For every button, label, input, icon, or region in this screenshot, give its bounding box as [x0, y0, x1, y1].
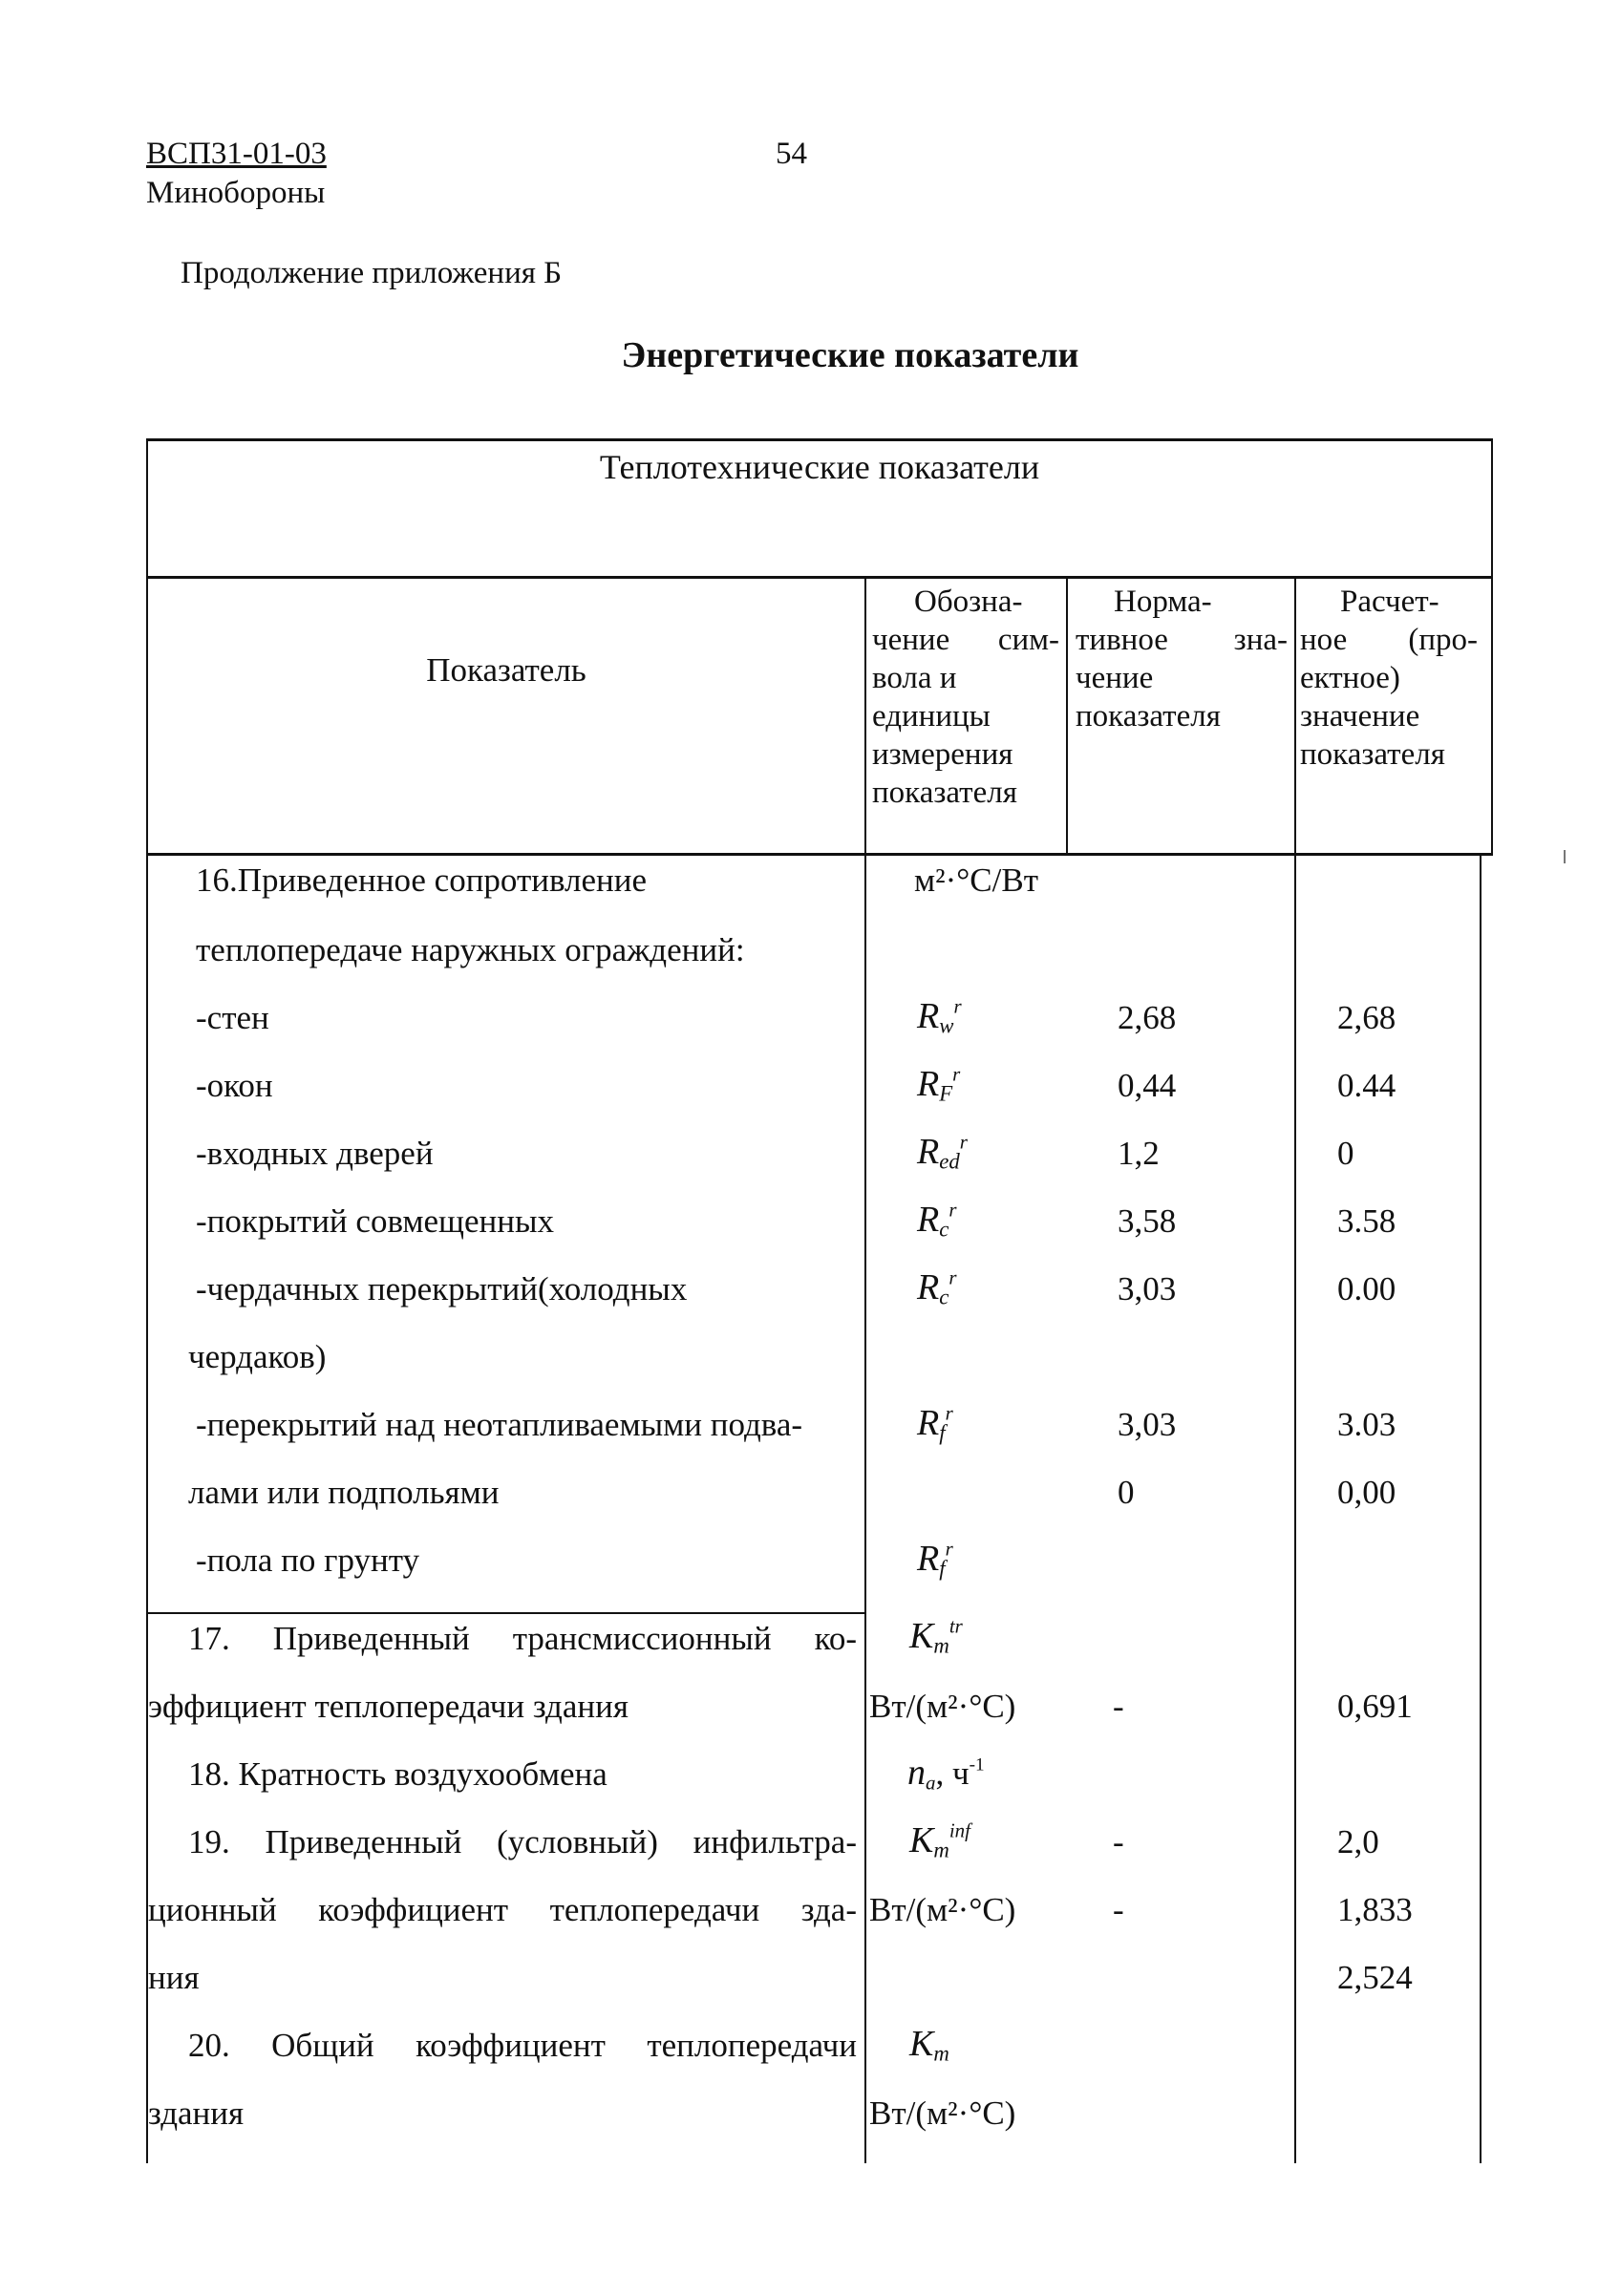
symbol-label: $R_f^r$ — [917, 1537, 953, 1581]
symbol-label: $K_m$ — [909, 2024, 949, 2066]
symbol-label: $R_f^r$ — [917, 1401, 953, 1445]
normative-value: - — [1113, 1688, 1124, 1725]
symbol-label: $R_c^r$ — [917, 1265, 957, 1309]
calculated-value: 0 — [1337, 1135, 1354, 1172]
unit-label: Вт/(м²·°С) — [869, 1891, 1016, 1928]
column-header-indicator: Показатель — [426, 651, 586, 689]
symbol-label: $K_m^{tr}$ — [909, 1614, 963, 1658]
indicator-text: -перекрытий над неотапливаемыми подва- — [196, 1406, 803, 1443]
indicator-text: 16.Приведенное сопротивление — [196, 861, 648, 899]
column-divider-1 — [864, 576, 866, 2163]
indicator-text: лами или подпольями — [188, 1474, 500, 1511]
calculated-value: 0,00 — [1337, 1474, 1396, 1511]
section-divider — [146, 576, 1493, 579]
calculated-value: 0.44 — [1337, 1067, 1396, 1104]
indicator-text: -пола по грунту — [196, 1541, 420, 1579]
symbol-header-line: измерения — [872, 737, 1013, 772]
column-header-normative — [1076, 583, 1288, 735]
normative-value: 1,2 — [1118, 1135, 1160, 1172]
table-right-border — [1491, 438, 1493, 855]
symbol-label: $K_m^{inf}$ — [909, 1818, 970, 1862]
indicator-text: -окон — [196, 1067, 273, 1104]
symbol-label: $n_a$, $ч^{-1}$ — [907, 1753, 985, 1795]
document-organization: Минобороны — [146, 176, 326, 210]
table-top-border — [146, 438, 1493, 441]
page-number: 54 — [776, 137, 807, 171]
table-section-title: Теплотехнические показатели — [599, 448, 1040, 486]
normative-value: - — [1113, 1891, 1124, 1928]
normative-value: 0,44 — [1118, 1067, 1177, 1104]
calculated-value: 2,524 — [1337, 1959, 1413, 1996]
normative-value: 3,58 — [1118, 1202, 1177, 1240]
unit-label: м²·°С/Вт — [914, 861, 1039, 899]
document-code: ВСП31-01-03 — [146, 137, 327, 171]
indicator-text: ционный коэффициент теплопередачи зда- — [148, 1891, 857, 1928]
normative-value: 3,03 — [1118, 1406, 1177, 1443]
symbol-label: $R_w^r$ — [917, 994, 962, 1038]
calculated-header-line: ектное) — [1300, 661, 1400, 695]
normative-value: 0 — [1118, 1474, 1135, 1511]
indicator-text: теплопередаче наружных ограждений: — [196, 931, 745, 968]
symbol-label: $R_F^r$ — [917, 1062, 961, 1106]
scan-speck — [1564, 850, 1566, 863]
indicator-text: 20. Общий коэффициент теплопередачи — [188, 2027, 857, 2064]
normative-header-line: Норма- — [1114, 585, 1212, 619]
symbol-label: $R_{ed}^r$ — [917, 1130, 968, 1174]
calculated-header-line: показателя — [1300, 737, 1445, 772]
symbol-header-line: вола и — [872, 661, 957, 695]
normative-value: - — [1113, 1823, 1124, 1860]
indicator-text: 19. Приведенный (условный) инфильтра- — [188, 1823, 857, 1860]
calculated-value: 1,833 — [1337, 1891, 1413, 1928]
indicator-text: чердаков) — [188, 1338, 327, 1375]
calculated-value: 3.03 — [1337, 1406, 1396, 1443]
calculated-value: 3.58 — [1337, 1202, 1396, 1240]
column-divider-4 — [1480, 855, 1481, 2163]
calculated-header-line: ное (про- — [1300, 623, 1478, 657]
normative-header-line: тивное зна- — [1076, 623, 1288, 657]
symbol-label: $R_c^r$ — [917, 1198, 957, 1242]
column-header-calculated — [1300, 583, 1478, 774]
continuation-label: Продолжение приложения Б — [181, 256, 563, 290]
indicator-text: -входных дверей — [196, 1135, 434, 1172]
calculated-value: 2,68 — [1337, 999, 1396, 1036]
column-divider-2 — [1066, 576, 1068, 855]
calculated-value: 0,691 — [1337, 1688, 1413, 1725]
normative-header-line: чение — [1076, 661, 1154, 695]
page-title: Энергетические показатели — [621, 335, 1079, 375]
indicator-text: -чердачных перекрытий(холодных — [196, 1270, 688, 1307]
normative-value: 2,68 — [1118, 999, 1177, 1036]
symbol-header-line: единицы — [872, 699, 991, 733]
normative-value: 3,03 — [1118, 1270, 1177, 1307]
header-divider — [146, 853, 1493, 856]
indicator-text: ния — [148, 1959, 200, 1996]
symbol-header-line: показателя — [872, 776, 1017, 810]
calculated-value: 0.00 — [1337, 1270, 1396, 1307]
indicator-text: -покрытий совмещенных — [196, 1202, 555, 1240]
indicator-text: здания — [148, 2094, 245, 2132]
indicator-text: 18. Кратность воздухообмена — [188, 1755, 608, 1793]
group-divider — [146, 1612, 864, 1614]
symbol-header-line: чение сим- — [872, 623, 1059, 657]
normative-header-line: показателя — [1076, 699, 1221, 733]
calculated-value: 2,0 — [1337, 1823, 1379, 1860]
unit-label: Вт/(м²·°С) — [869, 1688, 1016, 1725]
column-header-symbol — [872, 583, 1059, 812]
unit-label: Вт/(м²·°С) — [869, 2094, 1016, 2132]
indicator-text: 17. Приведенный трансмиссионный ко- — [188, 1620, 857, 1657]
indicator-text: -стен — [196, 999, 269, 1036]
indicator-text: эффициент теплопередачи здания — [148, 1688, 629, 1725]
calculated-header-line: Расчет- — [1340, 585, 1439, 619]
symbol-header-line: Обозна- — [914, 585, 1023, 619]
calculated-header-line: значение — [1300, 699, 1420, 733]
column-divider-3 — [1294, 576, 1296, 2163]
